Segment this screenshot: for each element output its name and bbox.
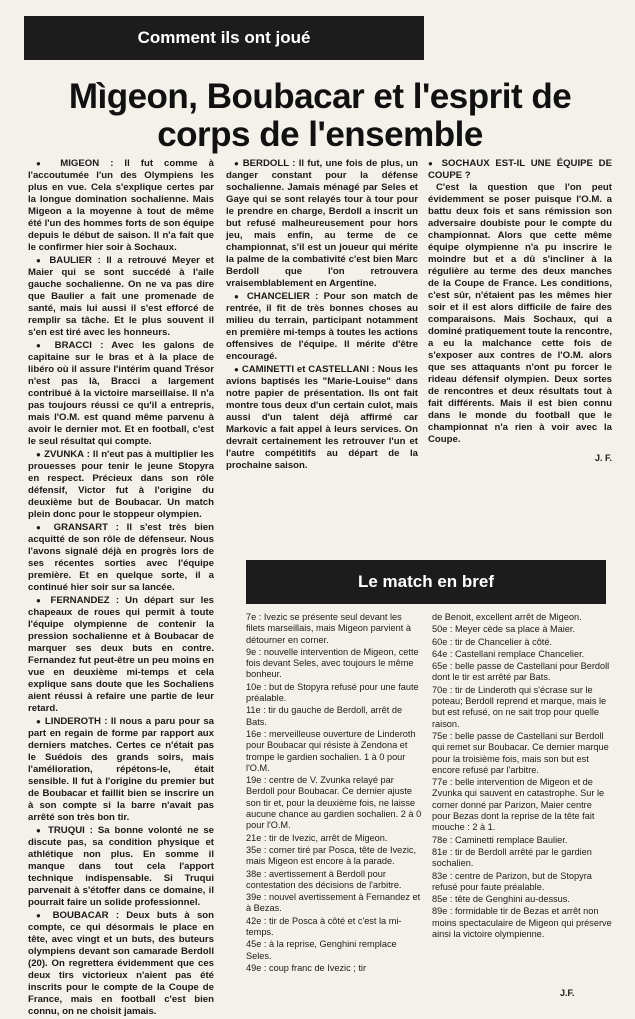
brief-event: 77e : belle intervention de Migeon et de Zvunka qui sauvent en catastrophe. Sur le corner donné par Parizon, Maier centre pour Bezas dont la reprise de la tête fait mouche : 2 à 1. <box>432 777 605 833</box>
player-comment: : Avec les galons de capitaine sur le bras et à la place de libéro où il assure l'intérim quand Trésor n'est pas là, Bracci a largement contribué à la victoire marseillaise. Il n'a pas toujours réussi ce qu'il a entrepris, mais l'O.M. est quand même parvenu à avoir le dernier mot. Et en football, c'est le seul résultat qui compte. <box>28 340 214 447</box>
player-name: BOUBACAR <box>52 910 109 921</box>
brief-signature: J.F. <box>560 988 575 998</box>
rating-zvunka: ● ZVUNKA : Il n'eut pas à multiplier les prouesses pour tenir le jeune Stopyra en respect. Précieux dans son rôle défensif, Victor fut à l'origine du deuxième but de Boubacar. Un match plein donc pour le stoppeur olympien. <box>28 449 214 520</box>
ratings-column-1 <box>28 157 215 1017</box>
brief-event: 64e : Castellani remplace Chancelier. <box>432 648 585 659</box>
brief-event: 78e : Caminetti remplace Baulier. <box>432 834 568 845</box>
brief-event: 89e : formidable tir de Bezas et arrêt non moins spectaculaire de Migeon qui préserve ainsi la victoire olympienne. <box>432 906 612 940</box>
rating-baulier: ● BAULIER : Il a retrouvé Meyer et Maier qui se sont succédé à l'aile gauche sochalienne. On ne va pas dire que Baulier a fait une promenade de santé, mais lui aussi il s'est efforcé de remplir sa tâche. Et le plus souvent il s'en est tiré avec les honneurs. <box>28 255 214 338</box>
brief-title: Le match en bref <box>357 572 495 591</box>
player-name: ZVUNKA <box>44 449 84 460</box>
player-name: FERNANDEZ <box>50 595 110 606</box>
rating-migeon: ● MIGEON : Il fut comme à l'accoutumée l'un des Olympiens les plus en vue. Cela s'explique certes par la longue domination sochalienne. Mais Migeon a la moyenne à tout de même été l'un des hommes forts de son équipe depuis le début de saison. Il n'a fait que le confirmer hier soir à Sochaux. <box>28 158 214 253</box>
rating-truqui: ● TRUQUI : Sa bonne volonté ne se discute pas, sa condition physique et athlétique non plus. En somme il manque dans tout cela l'apport technique indispensable. Si Truqui parvenait à s'étoffer dans ce domaine, il pourrait faire un solide professionnel. <box>28 825 214 908</box>
player-name: CHANCELIER <box>246 291 310 302</box>
player-comment: : Nous les avions baptisés les "Marie-Louise" dans notre papier de présentation. Ils ont fait montre tous deux d'un certain culot, mais aussi d'un talent déjà affirmé car Markovic a fait appel à leurs services. On devrait certainement les retrouver l'un et l'autre compétitifs au départ de la prochaine saison. <box>226 364 418 471</box>
brief-event: 60e : tir de Chancelier à côté. <box>432 636 553 647</box>
brief-event: de Benoit, excellent arrêt de Migeon. <box>432 612 582 622</box>
brief-event: 7e : Ivezic se présente seul devant les filets marseillais, mais Migeon parvient à détourner en corner. <box>246 612 411 645</box>
player-name: GRANSART <box>53 522 109 533</box>
sochaux-column <box>428 157 612 549</box>
player-comment: : Il fut comme à l'accoutumée l'un des Olympiens les plus en vue. Cela s'explique certes par la longue domination sochalienne. Mais Migeon a la moyenne à tout de même été l'un des hommes forts de son équipe depuis le début de saison. Il n'a fait que le confirmer hier soir à Sochaux. <box>28 158 214 253</box>
brief-column-2 <box>432 612 612 987</box>
player-comment: : Deux buts à son compte, ce qui désormais le place en tête, avec vingt et un buts, des buteurs olympiens devant son camarade Berdoll (20). On regrettera évidemment que ces deux tirs victorieux n'aient pas été inscrits pour le compte de la Coupe de France, mais en football c'est bien connu, on ne choisit jamais. <box>28 910 215 1017</box>
player-comment: : Il n'eut pas à multiplier les prouesses pour tenir le jeune Stopyra en respect. Précieux dans son rôle défensif, Victor fut à l'origine du deuxième but de Boubacar. Un match plein donc pour le stoppeur olympien. <box>28 449 214 520</box>
rating-linderoth: ● LINDEROTH : Il nous a paru pour sa part en regain de forme par rapport aux derniers matches. Certes ce n'était pas le Suédois des grands soirs, mais l'amélioration, répétons-le, était sensible. Il fut à l'origine du premier but de Boubacar et faillit bien se inscrire un à son compte si la barre n'avait pas arrêté son très bon tir. <box>28 716 215 823</box>
brief-event: 45e : à la reprise, Genghini remplace Seles. <box>246 939 397 961</box>
rating-fernandez: ● FERNANDEZ : Un départ sur les chapeaux de roues qui permit à toute l'équipe olympienne de contenir la pression sochalienne et à Boubacar de marquer ses deux buts en contre. Fernandez fut peut-être un peu moins en vue en deuxième mi-temps et cela explique sans doute que les Sochaliens aient réussi à refaire une partie de leur retard. <box>28 595 214 714</box>
player-comment: : Il a retrouvé Meyer et Maier qui se sont succédé à l'aile gauche sochalienne. On ne va pas dire que Baulier a fait une promenade de santé, mais lui aussi il s'est efforcé de remplir sa tâche. Et le plus souvent il s'en est tiré avec les honneurs. <box>28 255 214 338</box>
player-comment: : Il nous a paru pour sa part en regain de forme par rapport aux derniers matches. Certes ce n'était pas le Suédois des grands soirs, mais l'amélioration, répétons-le, était sensible. Il fut à l'origine du premier but de Boubacar et faillit bien se inscrire un à son compte si la barre n'avait pas arrêté son très bon tir. <box>28 716 215 823</box>
player-name: MIGEON <box>60 158 100 169</box>
brief-event: 9e : nouvelle intervention de Migeon, cette fois devant Seles, avec toujours le même bonheur. <box>246 646 419 680</box>
brief-event: 49e : coup franc de Ivezic ; tir <box>246 962 367 973</box>
player-comment: : Sa bonne volonté ne se discute pas, sa condition physique et athlétique non plus. En somme il manque dans tout cela l'apport technique indispensable. Si Truqui parvenait à s'étoffer dans ce domaine, il pourrait faire un solide professionnel. <box>28 825 214 908</box>
brief-title-bar <box>246 560 606 604</box>
player-name: TRUQUI <box>48 825 85 836</box>
brief-event: 35e : corner tiré par Posca, tête de Ivezic, mais Migeon est encore à la parade. <box>246 844 417 867</box>
brief-event: 81e : tir de Berdoll arrêté par le gardien sochalien. <box>432 846 592 869</box>
rating-caminetti-castellani: ● CAMINETTI et CASTELLANI : Nous les avions baptisés les "Marie-Louise" dans notre papier de présentation. Ils ont fait montre tous deux d'un certain culot, mais aussi d'un talent déjà affirmé car Markovic a fait appel à leurs services. On devrait certainement les retrouver l'un et l'autre compétitifs au départ de la prochaine saison. <box>226 364 418 471</box>
brief-event: 42e : tir de Posca à côté et c'est la mi-temps. <box>246 915 402 938</box>
brief-event: 75e : belle passe de Castellani sur Berdoll qui remet sur Boubacar. Ce dernier marque pour la troisième fois, mais son but est encore refusé par l'arbitre. <box>432 730 609 775</box>
player-name: BERDOLL <box>242 158 289 169</box>
sochaux-title: SOCHAUX EST-IL UNE ÉQUIPE DE COUPE ? <box>428 158 612 181</box>
brief-event: 11e : tir du gauche de Berdoll, arrêt de Bats. <box>246 705 403 727</box>
brief-event: 10e : but de Stopyra refusé pour une faute préalable. <box>246 681 419 704</box>
player-name: BAULIER <box>49 255 92 266</box>
sochaux-subhead: ● SOCHAUX EST-IL UNE ÉQUIPE DE COUPE ? <box>428 158 612 181</box>
brief-event: 21e : tir de Ivezic, arrêt de Migeon. <box>246 832 388 843</box>
signature: J. F. <box>594 453 612 463</box>
brief-event: 70e : tir de Linderoth qui s'écrase sur le poteau; Berdoll reprend et marque, mais le but est refusé, on ne sait trop pour quelle raison. <box>432 684 607 729</box>
brief-column-1 <box>246 612 422 1007</box>
player-name: LINDEROTH <box>44 716 101 727</box>
brief-event: 39e : nouvel avertissement à Fernandez et à Bezas. <box>246 892 421 914</box>
section-title: Comment ils ont joué <box>137 28 311 47</box>
brief-event: 38e : avertissement à Berdoll pour contestation des décisions de l'arbitre. <box>246 868 402 890</box>
brief-event: 19e : centre de V. Zvunka relayé par Berdoll pour Boubacar. Ce dernier ajuste son tir et, pour la deuxième fois, ne laisse aucune chance au gardien sochalien. 2 à 0 pour l'O.M. <box>246 775 422 831</box>
headline: Mìgeon, Boubacar et l'esprit de corps de l'ensemble <box>68 77 572 154</box>
rating-berdoll: ● BERDOLL : Il fut, une fois de plus, un danger constant pour la défense sochalienne. Jamais ménagé par Seles et Gaye qui se sont relayés tour à tour pour le prendre en charge, Berdoll a inscrit un but refusé malheureusement pour hors jeu, mais enfin, au terme de ce championnat, s'il est un joueur qui mérite la palme de la combativité c'est bien Marc Berdoll que l'on retrouvera vraisemblablement en Argentine. <box>226 158 418 289</box>
brief-event: 50e : Meyer cède sa place à Maier. <box>432 624 575 635</box>
rating-bracci: ● BRACCI : Avec les galons de capitaine sur le bras et à la place de libéro où il assure l'intérim quand Trésor n'est pas là, Bracci a largement contribué à la victoire marseillaise. Il n'a pas toujours réussi ce qu'il a entrepris, mais l'O.M. est quand même parvenu à avoir le dernier mot. Et en football, c'est le seul résultat qui compte. <box>28 340 214 447</box>
rating-gransart: ● GRANSART : Il s'est très bien acquitté de son rôle de défenseur. Nous l'avons signalé déjà en progrès lors de ses récentes sorties avec l'équipe première. Et en quelque sorte, il a continué hier soir sur sa lancée. <box>28 522 214 593</box>
player-comment: : Pour son match de rentrée, il fit de très bonnes choses au milieu du terrain, participant notamment en première mi-temps à toutes les actions offensives de l'équipe. Il mérite d'être encouragé. <box>226 291 419 362</box>
rating-chancelier: ● CHANCELIER : Pour son match de rentrée, il fit de très bonnes choses au milieu du terrain, participant notamment en première mi-temps à toutes les actions offensives de l'équipe. Il mérite d'être encouragé. <box>226 291 419 362</box>
player-comment: : Il s'est très bien acquitté de son rôle de défenseur. Nous l'avons signalé déjà en progrès lors de ses récentes sorties avec l'équipe première. Et en quelque sorte, il a continué hier soir sur sa lancée. <box>28 522 214 593</box>
player-comment: : Un départ sur les chapeaux de roues qui permit à toute l'équipe olympienne de contenir la pression sochalienne et à Boubacar de marquer ses deux buts en contre. Fernandez fut peut-être un peu moins en vue en deuxième mi-temps et cela explique sans doute que les Sochaliens aient réussi à refaire une partie de leur retard. <box>28 595 214 714</box>
brief-event: 85e : tête de Genghini au-dessus. <box>432 894 570 905</box>
brief-event: 65e : belle passe de Castellani pour Berdoll dont le tir est arrêté par Bats. <box>432 661 610 683</box>
sochaux-body: C'est la question que l'on peut évidemment se poser puisque l'O.M. a battu deux fois et sans rémission son adversaire doubiste pour le compte du championnat. Alors que cette même équipe olympienne n'a pu inscrire le moindre but et a dû s'incliner à la régulière au terme des deux manches de la Coupe de France. Les conditions, c'est sûr, n'étaient pas les mêmes hier soir et il est alors difficile de faire des comparaisons. Mais Sochaux, qui a dominé pratiquement toute la rencontre, a eu la malchance cette fois de s'exposer aux contres de l'O.M. alors que ses attaquants n'ont pu forcer le rideau défensif olympien. Deux sortes de rencontres et deux résultats tout à fait différents. Mais il est bien connu dans le monde du football que le championnat n'a rien à voir avec la Coupe. <box>428 182 612 445</box>
brief-event: 83e : centre de Parizon, but de Stopyra refusé pour faute préalable. <box>432 870 592 892</box>
ratings-column-2 <box>226 157 418 545</box>
player-comment: : Il fut, une fois de plus, un danger constant pour la défense sochalienne. Jamais ménagé par Seles et Gaye qui se sont relayés tour à tour pour le prendre en charge, Berdoll a inscrit un but refusé malheureusement pour hors jeu, mais enfin, au terme de ce championnat, s'il est un joueur qui mérite la palme de la combativité c'est bien Marc Berdoll que l'on retrouvera vraisemblablement en Argentine. <box>226 158 418 289</box>
rating-boubacar: ● BOUBACAR : Deux buts à son compte, ce qui désormais le place en tête, avec vingt et un buts, des buteurs olympiens devant son camarade Berdoll (20). On regrettera évidemment que ces deux tirs victorieux n'aient pas été inscrits pour le compte de la Coupe de France, mais en football c'est bien connu, on ne choisit jamais. <box>28 910 215 1017</box>
player-name: CAMINETTI et CASTELLANI <box>241 364 369 375</box>
brief-event: 16e : merveilleuse ouverture de Linderoth pour Boubacar qui résiste à Zendona et trompe le gardien sochalien. 1 à 0 pour l'O.M. <box>246 728 416 773</box>
section-title-bar <box>24 16 424 60</box>
player-name: BRACCI <box>54 340 92 351</box>
